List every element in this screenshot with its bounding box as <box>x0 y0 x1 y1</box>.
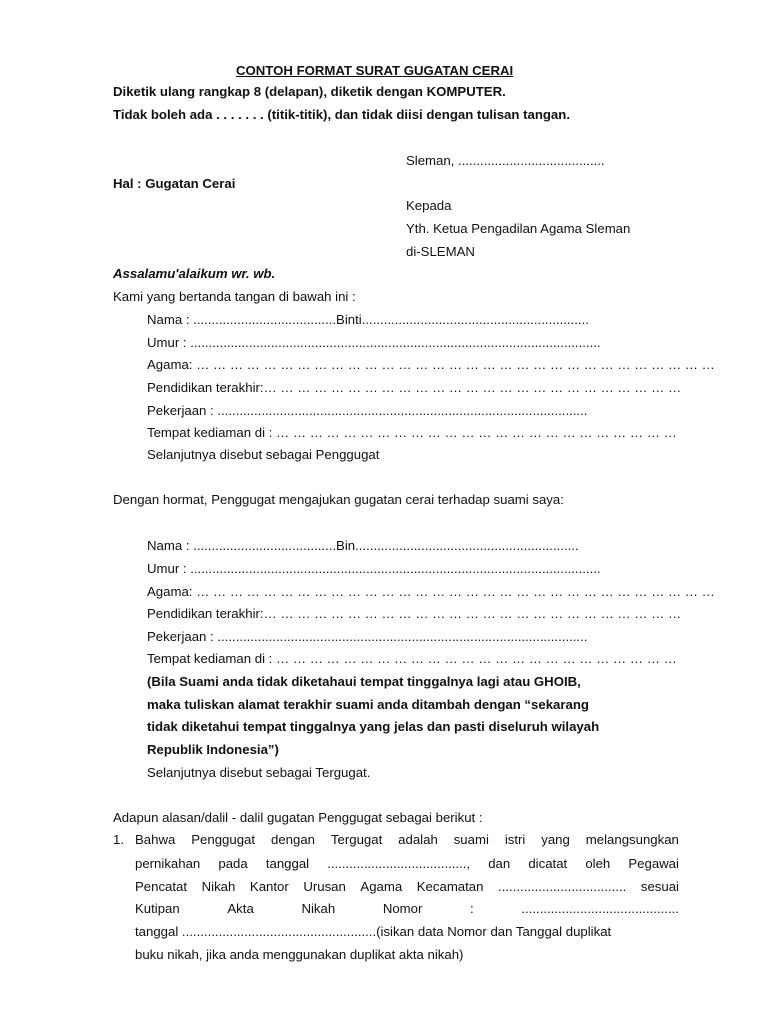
reason-1-number: 1. <box>113 832 124 847</box>
instruction-line-1: Diketik ulang rangkap 8 (delapan), diketik dengan KOMPUTER. <box>113 84 506 99</box>
defendant-closing: Selanjutnya disebut sebagai Tergugat. <box>147 765 371 780</box>
plaintiff-residence-field: Tempat kediaman di : … … … … … … … … … … … … … … … … … … … … … … … … <box>147 425 677 440</box>
justified-word: Nikah <box>301 901 336 916</box>
justified-word: dan <box>488 856 511 871</box>
justified-word: yang <box>541 832 570 847</box>
justified-word: pada <box>218 856 248 871</box>
recipient-place: di-SLEMAN <box>406 244 475 259</box>
place-date: Sleman, ........................................ <box>406 153 605 168</box>
instruction-line-2: Tidak boleh ada . . . . . . . (titik-titik), dan tidak diisi dengan tulisan tangan. <box>113 107 570 122</box>
justified-word: Pencatat <box>135 879 188 894</box>
plaintiff-education-field: Pendidikan terakhir:… … … … … … … … … … … … … … … … … … … … … … … … … <box>147 380 682 395</box>
subject-line: Hal : Gugatan Cerai <box>113 176 236 191</box>
justified-word: Agama <box>360 879 403 894</box>
reason-1-line-1 <box>135 832 679 848</box>
justified-word: tanggal <box>265 856 310 871</box>
plaintiff-religion-field: Agama: … … … … … … … … … … … … … … … … … … … … … … … … … … … … … … … <box>147 357 715 372</box>
reasons-intro: Adapun alasan/dalil - dalil gugatan Penggugat sebagai berikut : <box>113 810 483 825</box>
reason-1-line-2 <box>135 856 679 872</box>
justified-word: dicatat <box>528 856 568 871</box>
ghoib-note-line-4: Republik Indonesia”) <box>147 742 279 757</box>
justified-word: : <box>470 901 474 916</box>
reason-1-line-4 <box>135 901 679 917</box>
plaintiff-occupation-field: Pekerjaan : ..................................................................................................... <box>147 403 588 418</box>
justified-word: adalah <box>398 832 438 847</box>
justified-word: sesuai <box>640 879 679 894</box>
justified-word: Penggugat <box>191 832 256 847</box>
defendant-residence-field: Tempat kediaman di : … … … … … … … … … … … … … … … … … … … … … … … … <box>147 651 677 666</box>
ghoib-note-line-1: (Bila Suami anda tidak diketahaui tempat tinggalnya lagi atau GHOIB, <box>147 674 581 689</box>
recipient-to: Kepada <box>406 198 452 213</box>
justified-word: suami <box>453 832 489 847</box>
reason-1-line-6: buku nikah, jika anda menggunakan duplikat akta nikah) <box>135 947 464 962</box>
defendant-intro: Dengan hormat, Penggugat mengajukan gugatan cerai terhadap suami saya: <box>113 492 564 507</box>
justified-word: melangsungkan <box>585 832 679 847</box>
justified-word: Pegawai <box>628 856 679 871</box>
justified-word: ......................................, <box>327 856 471 871</box>
greeting: Assalamu'alaikum wr. wb. <box>113 266 276 281</box>
defendant-occupation-field: Pekerjaan : ..................................................................................................... <box>147 629 588 644</box>
plaintiff-age-field: Umur : ................................................................................................................ <box>147 335 601 350</box>
ghoib-note-line-2: maka tuliskan alamat terakhir suami anda ditambah dengan “sekarang <box>147 697 589 712</box>
defendant-education-field: Pendidikan terakhir:… … … … … … … … … … … … … … … … … … … … … … … … … <box>147 606 682 621</box>
justified-word: istri <box>504 832 526 847</box>
justified-word: Kantor <box>249 879 289 894</box>
justified-word: Nomor <box>382 901 423 916</box>
justified-word: Urusan <box>303 879 346 894</box>
justified-word: ................................... <box>498 879 627 894</box>
plaintiff-intro: Kami yang bertanda tangan di bawah ini : <box>113 289 356 304</box>
justified-word: ........................................... <box>521 901 679 916</box>
justified-word: Tergugat <box>330 832 383 847</box>
justified-word: Nikah <box>201 879 236 894</box>
document-title: CONTOH FORMAT SURAT GUGATAN CERAI <box>236 63 514 78</box>
justified-word: dengan <box>270 832 315 847</box>
justified-word: Bahwa <box>135 832 176 847</box>
plaintiff-closing: Selanjutnya disebut sebagai Penggugat <box>147 447 380 462</box>
recipient-name: Yth. Ketua Pengadilan Agama Sleman <box>406 221 631 236</box>
defendant-age-field: Umur : ................................................................................................................ <box>147 561 601 576</box>
justified-word: oleh <box>585 856 611 871</box>
justified-word: Kutipan <box>135 901 180 916</box>
ghoib-note-line-3: tidak diketahui tempat tinggalnya yang jelas dan pasti diseluruh wilayah <box>147 719 600 734</box>
defendant-name-field: Nama : .......................................Bin............................................................. <box>147 538 579 553</box>
justified-word: pernikahan <box>135 856 201 871</box>
justified-word: Kecamatan <box>416 879 484 894</box>
reason-1-line-5: tanggal .....................................................(isikan data Nomor dan Tanggal duplikat <box>135 924 612 939</box>
justified-word: Akta <box>227 901 254 916</box>
plaintiff-name-field: Nama : .......................................Binti.............................................................. <box>147 312 589 327</box>
defendant-religion-field: Agama: … … … … … … … … … … … … … … … … … … … … … … … … … … … … … … … <box>147 584 715 599</box>
reason-1-line-3 <box>135 879 679 895</box>
